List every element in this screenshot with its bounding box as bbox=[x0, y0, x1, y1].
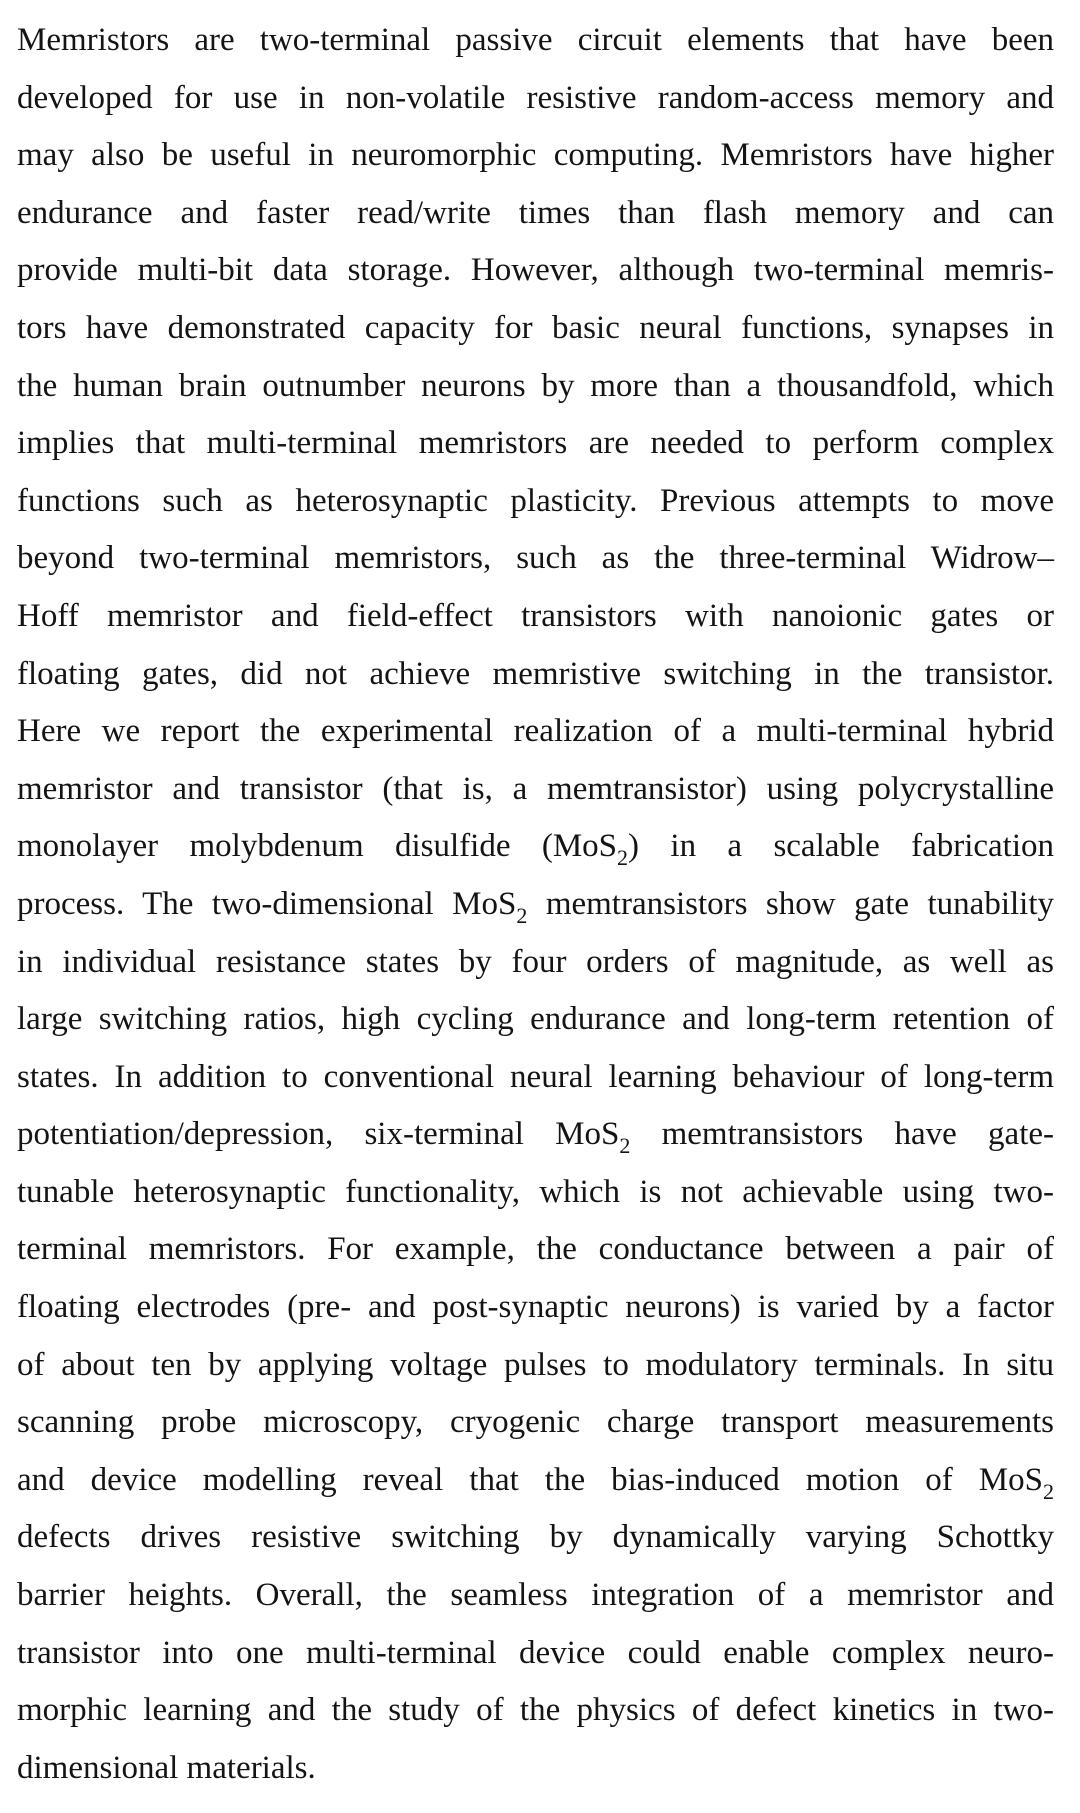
text-line: scanning probe microscopy, cryogenic charge transport measurements bbox=[17, 1404, 1054, 1441]
text-line: floating electrodes (pre- and post-synaptic neurons) is varied by a factor bbox=[17, 1289, 1054, 1326]
text-fragment: process. The two-dimensional MoS bbox=[17, 885, 517, 922]
text-line: Memristors are two-terminal passive circuit elements that have been bbox=[17, 22, 1054, 58]
text-line: Hoff memristor and field-effect transistors with nanoionic gates or bbox=[17, 597, 1054, 634]
subscript-2: 2 bbox=[516, 902, 528, 928]
text-line: barrier heights. Overall, the seamless integration of a memristor and bbox=[17, 1577, 1054, 1614]
text-line: beyond two-terminal memristors, such as the three-terminal Widrow– bbox=[17, 540, 1054, 577]
text-line: terminal memristors. For example, the conductance between a pair of bbox=[17, 1231, 1054, 1268]
text-line: states. In addition to conventional neural learning behaviour of long-term bbox=[17, 1058, 1054, 1095]
text-line: endurance and faster read/write times than flash memory and can bbox=[17, 194, 1054, 231]
subscript-2: 2 bbox=[1043, 1478, 1054, 1504]
text-fragment: potentiation/depression, six-terminal MoS bbox=[17, 1116, 620, 1153]
text-line bbox=[17, 876, 1054, 934]
text-fragment: memtransistors show gate tunability bbox=[527, 885, 1054, 922]
subscript-2: 2 bbox=[619, 1133, 631, 1159]
text-line: of about ten by applying voltage pulses to modulatory terminals. In situ bbox=[17, 1346, 1054, 1383]
text-line: the human brain outnumber neurons by more than a thousandfold, which bbox=[17, 367, 1054, 404]
text-line bbox=[17, 1452, 1054, 1510]
text-line: functions such as heterosynaptic plasticity. Previous attempts to move bbox=[17, 482, 1054, 519]
text-line: defects drives resistive switching by dynamically varying Schottky bbox=[17, 1519, 1054, 1556]
text-fragment: memtransistors have gate- bbox=[630, 1116, 1055, 1153]
text-line: dimensional materials. bbox=[17, 1749, 316, 1786]
text-line: implies that multi-terminal memristors are needed to perform complex bbox=[17, 425, 1054, 462]
text-line: tors have demonstrated capacity for basic neural functions, synapses in bbox=[17, 309, 1054, 346]
text-line: floating gates, did not achieve memristive switching in the transistor. bbox=[17, 655, 1054, 692]
text-line: memristor and transistor (that is, a memtransistor) using polycrystalline bbox=[17, 770, 1054, 807]
text-fragment: and device modelling reveal that the bias-induced motion of MoS bbox=[17, 1461, 1043, 1498]
abstract-paragraph bbox=[17, 12, 1054, 1797]
text-fragment: ) in a scalable fabrication bbox=[628, 828, 1054, 865]
text-line: Here we report the experimental realization of a multi-terminal hybrid bbox=[17, 713, 1054, 750]
text-line: provide multi-bit data storage. However, although two-terminal memris- bbox=[17, 252, 1054, 289]
subscript-2: 2 bbox=[617, 845, 629, 871]
text-line: tunable heterosynaptic functionality, which is not achievable using two- bbox=[17, 1173, 1054, 1210]
text-fragment: monolayer molybdenum disulfide (MoS bbox=[17, 828, 618, 865]
text-line: large switching ratios, high cycling endurance and long-term retention of bbox=[17, 1001, 1054, 1038]
text-line bbox=[17, 818, 1054, 876]
text-line: may also be useful in neuromorphic computing. Memristors have higher bbox=[17, 137, 1054, 174]
text-line bbox=[17, 1106, 1054, 1164]
text-line: developed for use in non-volatile resistive random-access memory and bbox=[17, 79, 1054, 116]
text-line: morphic learning and the study of the physics of defect kinetics in two- bbox=[17, 1692, 1054, 1729]
text-line: in individual resistance states by four orders of magnitude, as well as bbox=[17, 943, 1054, 980]
text-line: transistor into one multi-terminal device could enable complex neuro- bbox=[17, 1634, 1054, 1671]
